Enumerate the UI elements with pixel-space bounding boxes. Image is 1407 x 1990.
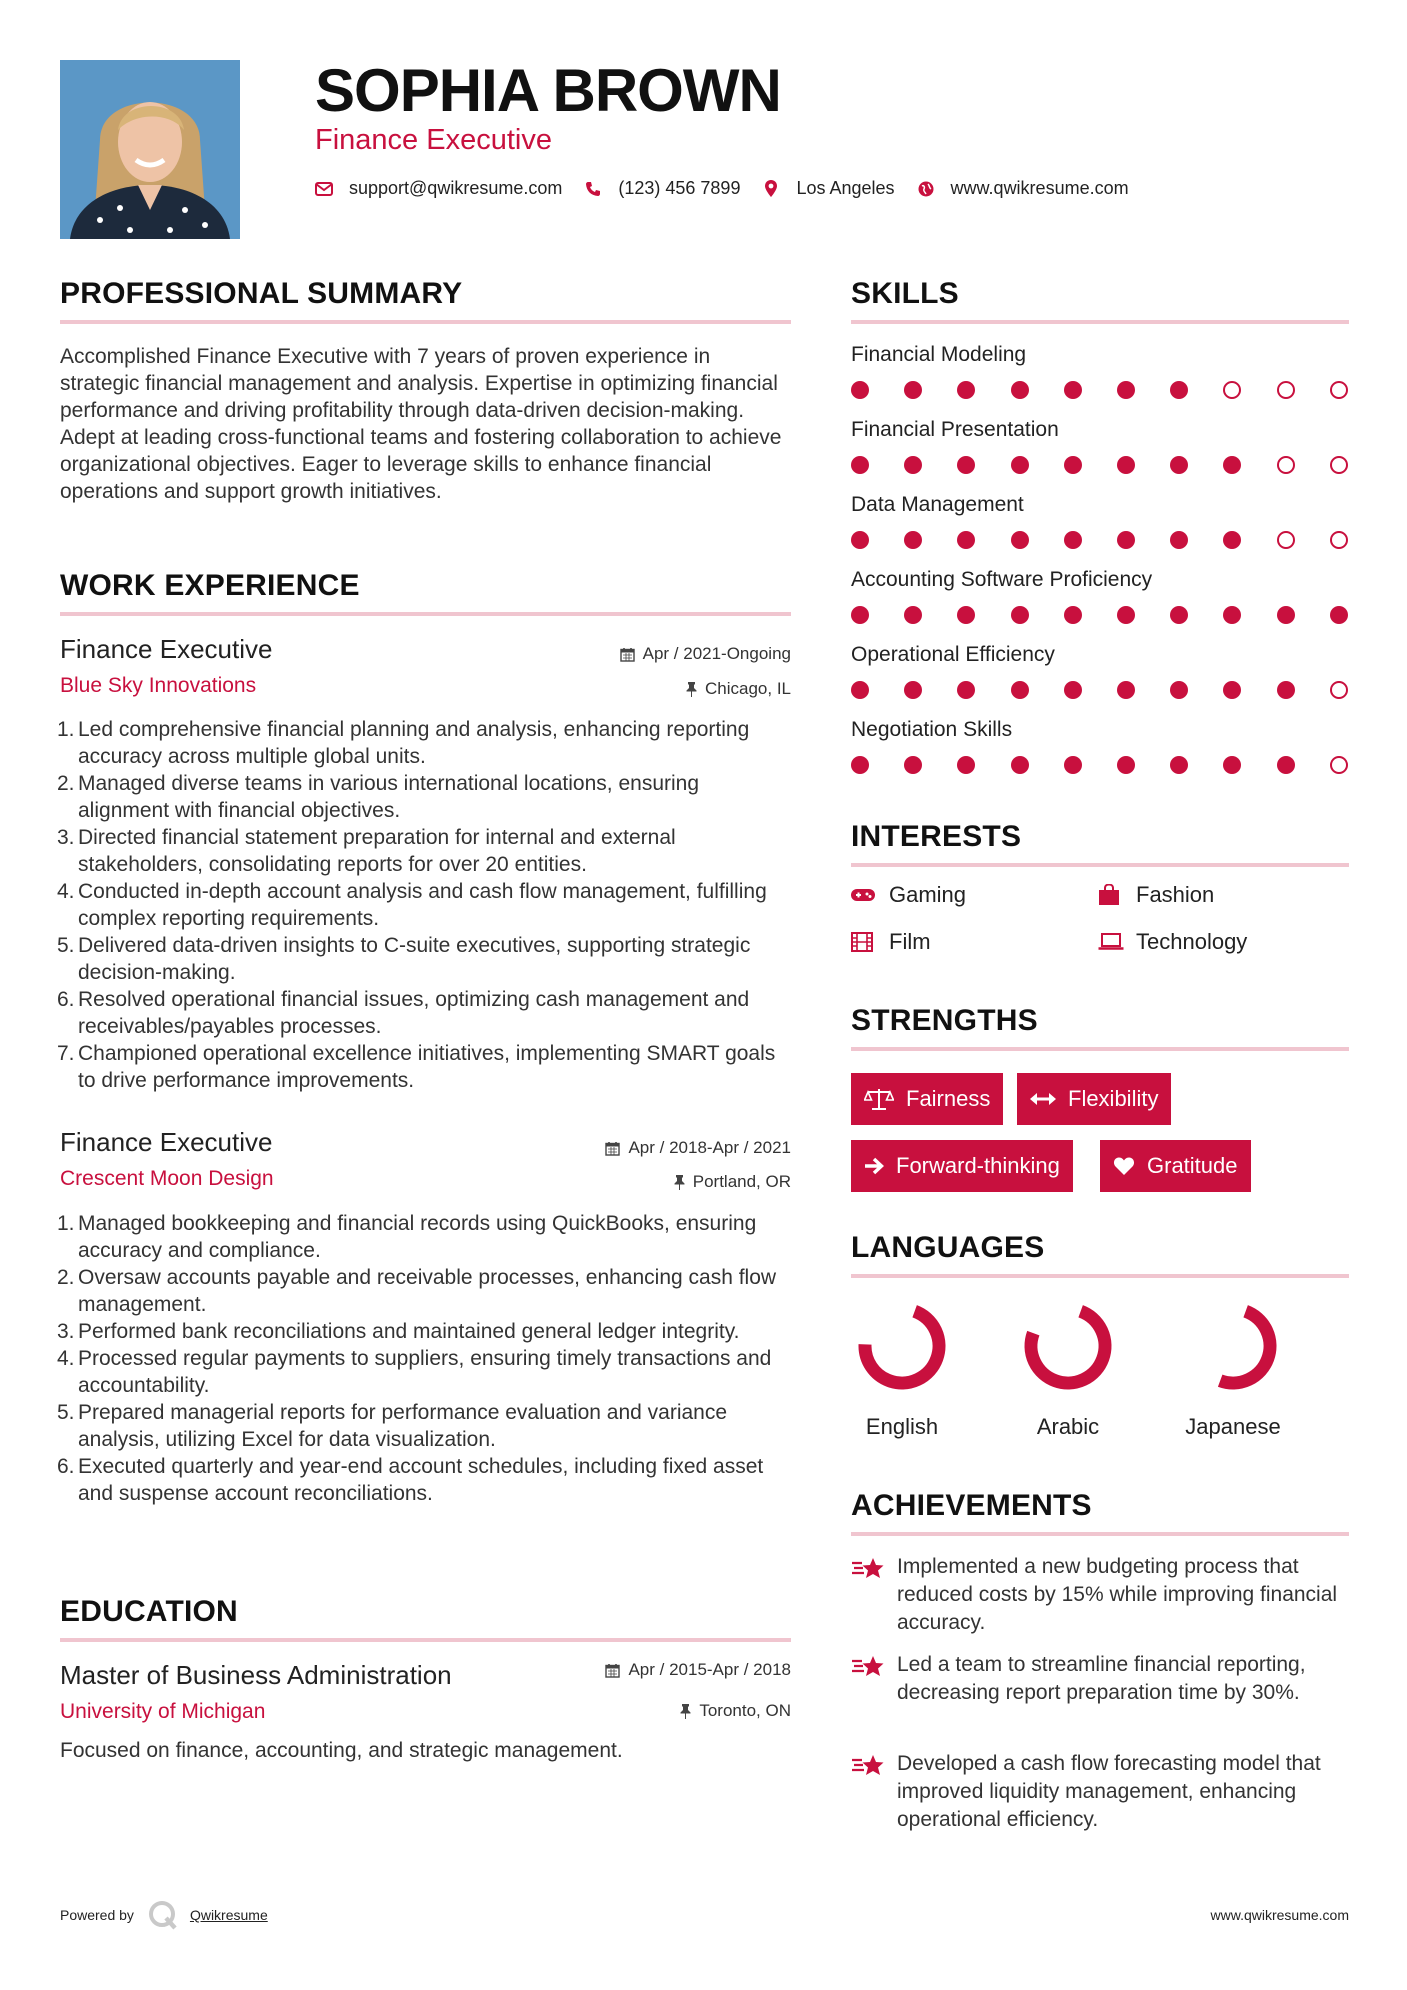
education-dates-text: Apr / 2015-Apr / 2018 bbox=[628, 1660, 791, 1679]
language-ring bbox=[1189, 1302, 1277, 1390]
list-item: 4. Processed regular payments to suppliers, ensuring timely transactions and accountability. bbox=[57, 1347, 772, 1397]
strength-tag-forward-thinking: Forward-thinking bbox=[851, 1140, 1073, 1192]
strengths-heading: STRENGTHS bbox=[851, 1004, 1038, 1037]
rating-dot-filled bbox=[1011, 606, 1029, 624]
skill-rating bbox=[851, 606, 1351, 624]
footer-powered-by bbox=[60, 1900, 268, 1930]
language-level-arc bbox=[1024, 1302, 1112, 1390]
language-name: Arabic bbox=[1036, 1414, 1100, 1439]
job-bullets bbox=[57, 716, 792, 1094]
rating-dot-empty bbox=[1330, 681, 1348, 699]
list-item: 3. Performed bank reconciliations and maintained general ledger integrity. bbox=[57, 1320, 740, 1343]
language-name: English bbox=[865, 1414, 939, 1439]
list-item: 1. Led comprehensive financial planning and analysis, enhancing reporting accuracy across multiple global units. bbox=[57, 718, 750, 768]
language-name: Japanese bbox=[1185, 1414, 1281, 1439]
qwikresume-link[interactable]: Qwikresume bbox=[189, 1907, 268, 1923]
summary-heading: PROFESSIONAL SUMMARY bbox=[60, 277, 463, 310]
rating-dot-filled bbox=[851, 531, 869, 549]
candidate-name: SOPHIA BROWN bbox=[315, 57, 781, 124]
pushpin-icon bbox=[680, 1704, 691, 1719]
education-location bbox=[680, 1701, 791, 1721]
rating-dot-filled bbox=[1170, 531, 1188, 549]
rating-dot-filled bbox=[957, 756, 975, 774]
strength-tag-gratitude: Gratitude bbox=[1100, 1140, 1251, 1192]
job-location-text: Portland, OR bbox=[692, 1172, 791, 1191]
rating-dot-filled bbox=[1064, 381, 1082, 399]
rating-dot-filled bbox=[1223, 681, 1241, 699]
job-location-text: Chicago, IL bbox=[705, 679, 791, 698]
rating-dot-filled bbox=[1117, 456, 1135, 474]
list-item: 1. Managed bookkeeping and financial records using QuickBooks, ensuring accuracy and compliance. bbox=[57, 1212, 757, 1262]
phone-icon bbox=[584, 180, 602, 198]
rating-dot-filled bbox=[1117, 606, 1135, 624]
section-divider bbox=[851, 320, 1349, 324]
rating-dot-filled bbox=[851, 606, 869, 624]
skill-rating bbox=[851, 531, 1351, 549]
strength-tag-flexibility: Flexibility bbox=[1017, 1073, 1171, 1125]
skill-name: Negotiation Skills bbox=[851, 718, 1013, 741]
skills-heading: SKILLS bbox=[851, 277, 959, 310]
location-text: Los Angeles bbox=[796, 178, 895, 198]
interest-gaming: Gaming bbox=[851, 882, 966, 908]
rating-dot-filled bbox=[957, 681, 975, 699]
section-divider bbox=[851, 1532, 1349, 1536]
contact-location bbox=[762, 178, 894, 199]
rating-dot-empty bbox=[1330, 456, 1348, 474]
rating-dot-empty bbox=[1277, 381, 1295, 399]
rating-dot-empty bbox=[1330, 756, 1348, 774]
rating-dot-empty bbox=[1277, 531, 1295, 549]
skill-rating bbox=[851, 381, 1351, 399]
job-company: Crescent Moon Design bbox=[60, 1167, 274, 1190]
rating-dot-filled bbox=[851, 681, 869, 699]
skill-rating bbox=[851, 756, 1351, 774]
contact-website[interactable] bbox=[917, 178, 1129, 199]
rating-dot-filled bbox=[957, 606, 975, 624]
rating-dot-filled bbox=[1064, 681, 1082, 699]
heart-icon bbox=[1113, 1156, 1135, 1176]
rating-dot-filled bbox=[1117, 756, 1135, 774]
profile-photo bbox=[60, 60, 240, 239]
interest-film: Film bbox=[851, 929, 931, 955]
candidate-title: Finance Executive bbox=[315, 124, 552, 156]
experience-heading: WORK EXPERIENCE bbox=[60, 569, 360, 602]
rating-dot-filled bbox=[851, 381, 869, 399]
rating-dot-filled bbox=[851, 756, 869, 774]
powered-by-text: Powered by bbox=[60, 1907, 134, 1923]
arrow-right-icon bbox=[864, 1157, 884, 1175]
envelope-icon bbox=[315, 180, 333, 198]
languages-heading: LANGUAGES bbox=[851, 1231, 1045, 1264]
job-location bbox=[674, 1172, 791, 1192]
contact-email[interactable] bbox=[315, 178, 562, 199]
rating-dot-filled bbox=[904, 381, 922, 399]
section-divider bbox=[851, 1047, 1349, 1051]
list-item: 7. Championed operational excellence initiatives, implementing SMART goals to drive performance improvements. bbox=[57, 1042, 776, 1092]
achievements-heading: ACHIEVEMENTS bbox=[851, 1489, 1092, 1522]
list-item: 5. Prepared managerial reports for performance evaluation and variance analysis, utilizing Excel for data visualization. bbox=[57, 1401, 728, 1451]
summary-text: Accomplished Finance Executive with 7 years of proven experience in strategic financial management and analysis. Expertise in optimizing financial performance and driving profitability through data-driven decision-making. Adept at leading cross-functional teams and fostering collaboration to achieve organizational objectives. Eager to leverage skills to enhance financial operations and support growth initiatives. bbox=[60, 345, 782, 503]
gamepad-icon bbox=[851, 888, 877, 902]
rating-dot-filled bbox=[1011, 381, 1029, 399]
rating-dot-filled bbox=[1064, 531, 1082, 549]
rating-dot-filled bbox=[1170, 381, 1188, 399]
list-item: 6. Resolved operational financial issues, optimizing cash management and receivables/payables processes. bbox=[57, 988, 750, 1038]
rating-dot-empty bbox=[1277, 456, 1295, 474]
job-dates bbox=[620, 644, 791, 664]
footer-website[interactable]: www.qwikresume.com bbox=[1210, 1907, 1349, 1923]
rating-dot-filled bbox=[1277, 756, 1295, 774]
rating-dot-filled bbox=[1011, 681, 1029, 699]
rating-dot-filled bbox=[1170, 606, 1188, 624]
rating-dot-filled bbox=[957, 456, 975, 474]
rating-dot-filled bbox=[1117, 531, 1135, 549]
rating-dot-filled bbox=[1064, 606, 1082, 624]
rating-dot-filled bbox=[957, 531, 975, 549]
interest-fashion: Fashion bbox=[1098, 882, 1214, 908]
interests-heading: INTERESTS bbox=[851, 820, 1022, 853]
skill-name: Operational Efficiency bbox=[851, 643, 1055, 666]
shooting-star-icon bbox=[851, 1750, 897, 1834]
section-divider bbox=[60, 1638, 791, 1642]
skill-name: Financial Presentation bbox=[851, 418, 1059, 441]
rating-dot-filled bbox=[1117, 681, 1135, 699]
section-divider bbox=[851, 1274, 1349, 1278]
skill-name: Accounting Software Proficiency bbox=[851, 568, 1153, 591]
list-item: 4. Conducted in-depth account analysis and cash flow management, fulfilling complex reporting requirements. bbox=[57, 880, 767, 930]
job-company: Blue Sky Innovations bbox=[60, 674, 257, 697]
balance-scale-icon bbox=[864, 1088, 894, 1110]
calendar-icon bbox=[605, 1141, 620, 1156]
rating-dot-filled bbox=[1223, 606, 1241, 624]
job-title: Finance Executive bbox=[60, 634, 273, 664]
skill-name: Data Management bbox=[851, 493, 1024, 516]
map-pin-icon bbox=[762, 180, 780, 198]
degree-title: Master of Business Administration bbox=[60, 1660, 452, 1690]
rating-dot-filled bbox=[1170, 681, 1188, 699]
rating-dot-empty bbox=[1330, 531, 1348, 549]
website-text: www.qwikresume.com bbox=[950, 178, 1129, 198]
list-item: 6. Executed quarterly and year-end account schedules, including fixed asset and suspense account reconciliations. bbox=[57, 1455, 764, 1505]
qwikresume-logo-icon bbox=[148, 1900, 178, 1930]
section-divider bbox=[851, 863, 1349, 867]
rating-dot-filled bbox=[1223, 531, 1241, 549]
rating-dot-filled bbox=[1223, 756, 1241, 774]
pushpin-icon bbox=[686, 682, 697, 697]
calendar-icon bbox=[605, 1663, 620, 1678]
skill-rating bbox=[851, 681, 1351, 699]
achievement-item: Led a team to streamline financial reporting, decreasing report preparation time by 30%. bbox=[851, 1651, 1351, 1707]
calendar-icon bbox=[620, 647, 635, 662]
education-dates bbox=[605, 1660, 791, 1680]
rating-dot-filled bbox=[1117, 381, 1135, 399]
rating-dot-empty bbox=[1330, 381, 1348, 399]
language-level-arc bbox=[858, 1302, 946, 1390]
skill-rating bbox=[851, 456, 1351, 474]
education-description: Focused on finance, accounting, and strategic management. bbox=[60, 1739, 623, 1762]
rating-dot-filled bbox=[904, 756, 922, 774]
contact-bar bbox=[315, 178, 1151, 199]
rating-dot-filled bbox=[957, 381, 975, 399]
job-dates-text: Apr / 2018-Apr / 2021 bbox=[628, 1138, 791, 1157]
pushpin-icon bbox=[674, 1175, 685, 1190]
rating-dot-filled bbox=[904, 531, 922, 549]
shooting-star-icon bbox=[851, 1651, 897, 1707]
rating-dot-filled bbox=[851, 456, 869, 474]
list-item: 3. Directed financial statement preparation for internal and external stakeholders, consolidating reports for over 20 entities. bbox=[57, 826, 676, 876]
phone-text: (123) 456 7899 bbox=[618, 178, 741, 198]
job-location bbox=[686, 679, 791, 699]
language-ring bbox=[1024, 1302, 1112, 1390]
rating-dot-filled bbox=[1064, 456, 1082, 474]
language-level-arc bbox=[1189, 1302, 1277, 1390]
rating-dot-filled bbox=[904, 456, 922, 474]
list-item: 5. Delivered data-driven insights to C-suite executives, supporting strategic decision-making. bbox=[57, 934, 751, 984]
rating-dot-filled bbox=[1011, 456, 1029, 474]
strength-tag-fairness: Fairness bbox=[851, 1073, 1003, 1125]
film-icon bbox=[851, 932, 877, 952]
interest-technology: Technology bbox=[1098, 929, 1247, 955]
skill-name: Financial Modeling bbox=[851, 343, 1027, 366]
rating-dot-filled bbox=[1330, 606, 1348, 624]
rating-dot-empty bbox=[1223, 381, 1241, 399]
job-bullets bbox=[57, 1210, 792, 1507]
list-item: 2. Oversaw accounts payable and receivable processes, enhancing cash flow management. bbox=[57, 1266, 777, 1316]
rating-dot-filled bbox=[1011, 756, 1029, 774]
section-divider bbox=[60, 320, 791, 324]
achievement-item: Developed a cash flow forecasting model that improved liquidity management, enhancing operational efficiency. bbox=[851, 1750, 1351, 1834]
job-dates bbox=[605, 1138, 791, 1158]
rating-dot-filled bbox=[1011, 531, 1029, 549]
shooting-star-icon bbox=[851, 1553, 897, 1637]
laptop-icon bbox=[1098, 933, 1124, 951]
rating-dot-filled bbox=[1277, 606, 1295, 624]
language-ring bbox=[858, 1302, 946, 1390]
globe-icon bbox=[917, 180, 935, 198]
education-heading: EDUCATION bbox=[60, 1595, 238, 1628]
job-title: Finance Executive bbox=[60, 1127, 273, 1157]
achievement-item: Implemented a new budgeting process that reduced costs by 15% while improving financial accuracy. bbox=[851, 1553, 1351, 1637]
section-divider bbox=[60, 612, 791, 616]
rating-dot-filled bbox=[1170, 756, 1188, 774]
rating-dot-filled bbox=[1170, 456, 1188, 474]
rating-dot-filled bbox=[904, 606, 922, 624]
contact-phone[interactable] bbox=[584, 178, 740, 199]
rating-dot-filled bbox=[904, 681, 922, 699]
arrows-horizontal-icon bbox=[1030, 1092, 1056, 1106]
list-item: 2. Managed diverse teams in various international locations, ensuring alignment with financial objectives. bbox=[57, 772, 700, 822]
education-location-text: Toronto, ON bbox=[699, 1701, 791, 1720]
rating-dot-filled bbox=[1223, 456, 1241, 474]
rating-dot-filled bbox=[1064, 756, 1082, 774]
email-text: support@qwikresume.com bbox=[349, 178, 563, 198]
job-dates-text: Apr / 2021-Ongoing bbox=[642, 644, 791, 663]
shopping-bag-icon bbox=[1098, 884, 1124, 906]
school-name: University of Michigan bbox=[60, 1700, 266, 1723]
rating-dot-filled bbox=[1277, 681, 1295, 699]
